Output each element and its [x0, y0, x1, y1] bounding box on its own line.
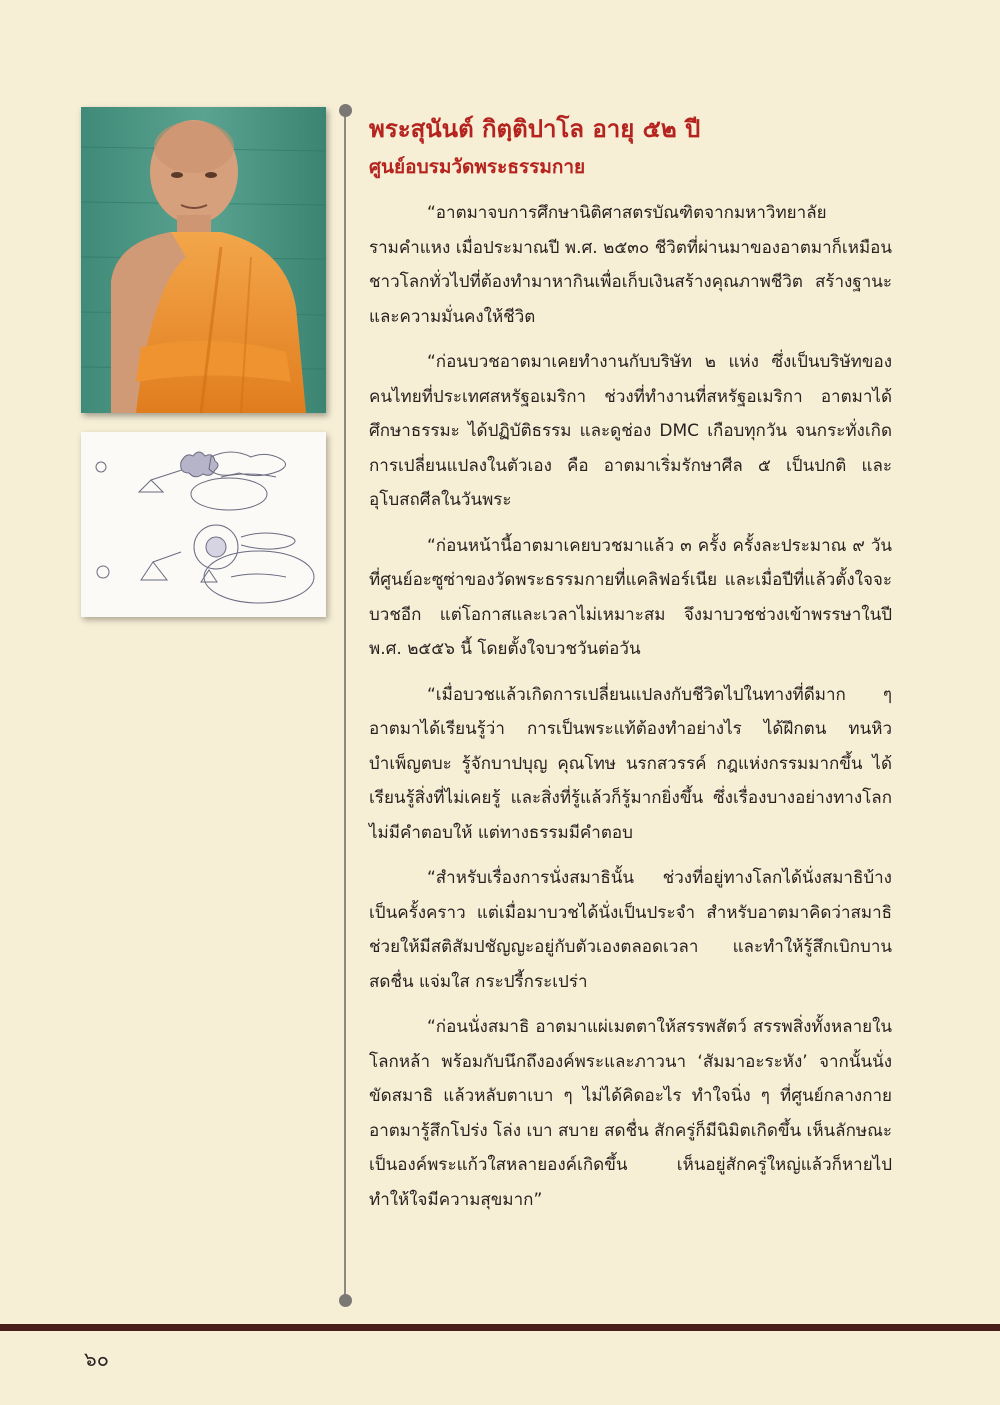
meditation-sketch-drawing — [81, 432, 326, 617]
divider-bottom-dot — [339, 1294, 352, 1307]
body-paragraph: “สำหรับเรื่องการนั่งสมาธินั้น ช่วงที่อยู่ทางโลกได้นั่งสมาธิบ้างเป็นครั้งคราว แต่เมื่อมาบวชได้นั่งเป็นประจำ สำหรับอาตมาคิดว่าสมาธิช่วยให้มีสติสัมปชัญญะอยู่กับตัวเองตลอดเวลา และทำให้รู้สึกเบิกบาน สดชื่น แจ่มใส กระปรี้กระเปร่า — [369, 868, 892, 992]
article-title: พระสุนันต์ กิตฺติปาโล อายุ ๕๒ ปี — [369, 115, 701, 143]
article-body — [369, 196, 892, 1228]
vertical-divider-line — [344, 112, 346, 1302]
sketch-image — [81, 432, 326, 617]
body-paragraph: “ก่อนหน้านี้อาตมาเคยบวชมาแล้ว ๓ ครั้ง ครั้งละประมาณ ๙ วัน ที่ศูนย์อะซูซ่าของวัดพระธรรมกายที่แคลิฟอร์เนีย และเมื่อปีที่แล้วตั้งใจจะบวชอีก แต่โอกาสและเวลาไม่เหมาะสม จึงมาบวชช่วงเข้าพรรษาในปี พ.ศ. ๒๕๕๖ นี้ โดยตั้งใจบวชวันต่อวัน — [369, 535, 892, 659]
page-number: ๖๐ — [84, 1347, 109, 1371]
article-subtitle: ศูนย์อบรมวัดพระธรรมกาย — [369, 156, 586, 178]
body-paragraph: “เมื่อบวชแล้วเกิดการเปลี่ยนแปลงกับชีวิตไปในทางที่ดีมาก ๆ อาตมาได้เรียนรู้ว่า การเป็นพระแท้ต้องทำอย่างไร ได้ฝึกตน ทนหิว บำเพ็ญตบะ รู้จักบาปบุญ คุณโทษ นรกสวรรค์ กฎแห่งกรรมมากขึ้น ได้เรียนรู้สิ่งที่ไม่เคยรู้ และสิ่งที่รู้แล้วก็รู้มากยิ่งขึ้น ซึ่งเรื่องบางอย่างทางโลกไม่มีคำตอบให้ แต่ทางธรรมมีคำตอบ — [369, 684, 892, 843]
body-paragraph: “อาตมาจบการศึกษานิติศาสตรบัณฑิตจากมหาวิทยาลัยรามคำแหง เมื่อประมาณปี พ.ศ. ๒๕๓๐ ชีวิตที่ผ่านมาของอาตมาก็เหมือนชาวโลกทั่วไปที่ต้องทำมาหากินเพื่อเก็บเงินสร้างคุณภาพชีวิต สร้างฐานะและความมั่นคงให้ชีวิต — [369, 203, 892, 327]
monk-portrait-image — [81, 107, 326, 413]
body-paragraph: “ก่อนนั่งสมาธิ อาตมาแผ่เมตตาให้สรรพสัตว์ สรรพสิ่งทั้งหลายในโลกหล้า พร้อมกับนึกถึงองค์พระและภาวนา ‘สัมมาอะระหัง’ จากนั้นนั่งขัดสมาธิ แล้วหลับตาเบา ๆ ไม่ได้คิดอะไร ทำใจนิ่ง ๆ ที่ศูนย์กลางกาย อาตมารู้สึกโปร่ง โล่ง เบา สบาย สดชื่น สักครู่ก็มีนิมิตเกิดขึ้น เห็นลักษณะเป็นองค์พระแก้วใสหลายองค์เกิดขึ้น เห็นอยู่สักครู่ใหญ่แล้วก็หายไป ทำให้ใจมีความสุขมาก” — [369, 1017, 892, 1210]
body-paragraph: “ก่อนบวชอาตมาเคยทำงานกับบริษัท ๒ แห่ง ซึ่งเป็นบริษัทของคนไทยที่ประเทศสหรัฐอเมริกา ช่วงที่ทำงานที่สหรัฐอเมริกา อาตมาได้ศึกษาธรรมะ ได้ปฏิบัติธรรม และดูช่อง DMC เกือบทุกวัน จนกระทั่งเกิดการเปลี่ยนแปลงในตัวเอง คือ อาตมาเริ่มรักษาศีล ๕ เป็นปกติ และอุโบสถศีลในวันพระ — [369, 352, 892, 510]
divider-top-dot — [339, 104, 352, 117]
footer-bar — [0, 1324, 1000, 1331]
monk-portrait-photo — [81, 107, 326, 413]
